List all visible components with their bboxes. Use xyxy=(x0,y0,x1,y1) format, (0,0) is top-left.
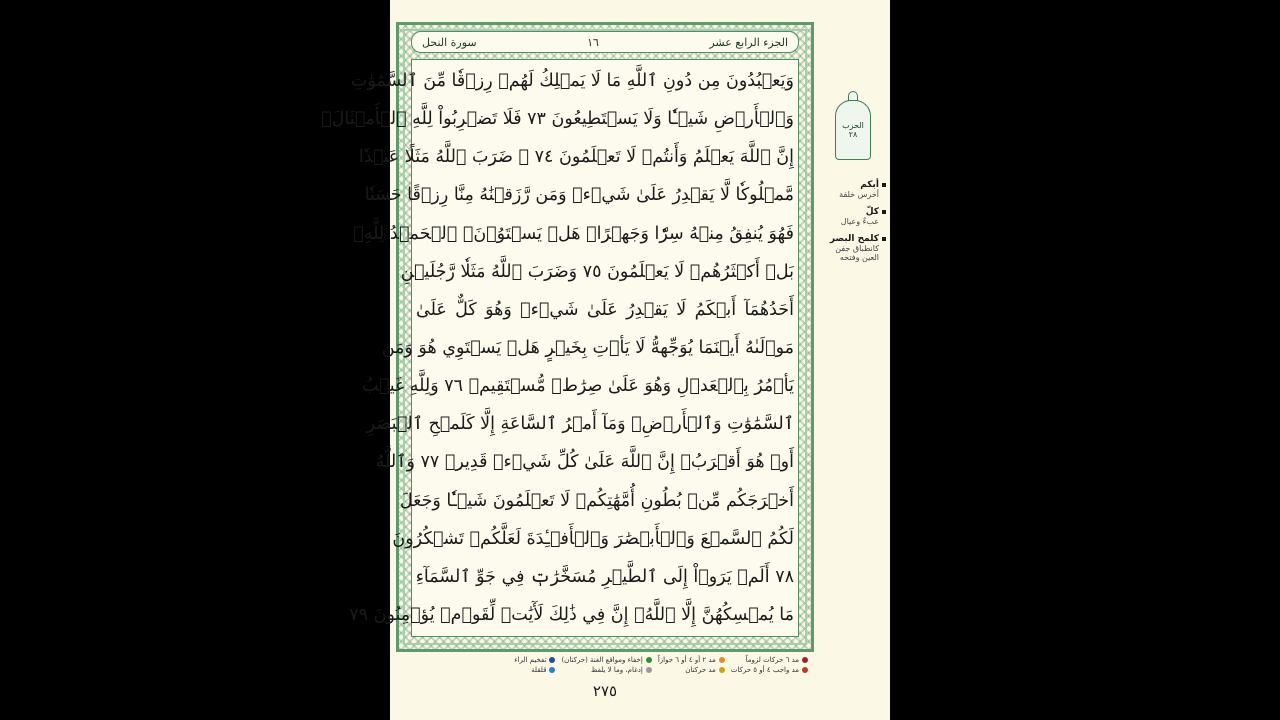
verse-line-10: ٱلسَّمَٰوَٰتِ وَٱلۡأَرۡضِۚ وَمَآ أَمۡرُ ٱلسَّاعَةِ إِلَّا كَلَمۡحِ ٱلۡبَصَرِ xyxy=(366,414,794,435)
verse-line-2: وَٱلۡأَرۡضِ شَيۡـٔٗا وَلَا يَسۡتَطِيعُونَ ٧٣ فَلَا تَضۡرِبُواْ لِلَّهِ ٱلۡأَمۡثَالَۚ xyxy=(321,109,794,130)
surah-name: سورة النحل xyxy=(422,35,477,49)
legend-dot-icon xyxy=(549,657,555,663)
mushaf-page xyxy=(321,0,890,720)
legend-dot-icon xyxy=(802,657,808,663)
text-area xyxy=(321,59,799,637)
verse-line-6: بَلۡ أَكۡثَرُهُمۡ لَا يَعۡلَمُونَ ٧٥ وَضَرَبَ ٱللَّهُ مَثَلٗا رَّجُلَيۡنِ xyxy=(400,261,794,282)
gloss-word: كلّ xyxy=(865,207,879,217)
legend-column xyxy=(731,656,808,678)
page-border-frame xyxy=(321,22,814,652)
margin-notes xyxy=(820,100,886,270)
gloss-item xyxy=(820,234,886,262)
legend-dot-icon xyxy=(719,657,725,663)
legend-item: إدغام، وما لا يلفظ xyxy=(561,666,651,674)
legend-item: مد واجب ٤ أو ٥ حركات xyxy=(731,666,808,674)
verse-line-13: لَكُمُ ٱلسَّمۡعَ وَٱلۡأَبۡصَٰرَ وَٱلۡأَفۡـِٔدَةَ لَعَلَّكُمۡ تَشۡكُرُونَ xyxy=(392,528,794,549)
gloss-meaning: عبءٌ وعيال xyxy=(840,217,879,226)
verse-line-3: إِنَّ ٱللَّهَ يَعۡلَمُ وَأَنتُمۡ لَا تَعۡلَمُونَ ٧٤ ۞ ضَرَبَ ٱللَّهُ مَثَلًا عَبۡدٗا xyxy=(358,147,794,168)
verse-line-4: مَّمۡلُوكٗا لَّا يَقۡدِرُ عَلَىٰ شَيۡءٖ وَمَن رَّزَقۡنَٰهُ مِنَّا رِزۡقًا حَسَنٗا xyxy=(364,185,794,206)
verse-line-12: أَخۡرَجَكُم مِّنۢ بُطُونِ أُمَّهَٰتِكُمۡ لَا تَعۡلَمُونَ شَيۡـٔٗا وَجَعَلَ xyxy=(399,490,794,511)
hizb-marker-icon xyxy=(835,100,871,160)
legend-dot-icon xyxy=(549,667,555,673)
legend-item: مد ٦ حركات لزوماً xyxy=(731,656,808,664)
legend-item: إخفاء ومواقع الغنة (حركتان) xyxy=(561,656,651,664)
legend-dot-icon xyxy=(646,667,652,673)
gloss-item xyxy=(820,207,886,226)
gloss-word: كلمح البصر xyxy=(829,234,879,244)
legend-item: مد ٢ أو ٤ أو ٦ جوازاً xyxy=(658,656,725,664)
verse-line-7: أَحَدُهُمَآ أَبۡكَمُ لَا يَقۡدِرُ عَلَىٰ شَيۡءٖ وَهُوَ كَلٌّ عَلَىٰ xyxy=(416,299,794,320)
legend-column xyxy=(658,656,725,678)
legend-dot-icon xyxy=(646,657,652,663)
verse-lines xyxy=(321,62,794,634)
hizb-number: ٢٨ xyxy=(848,130,858,139)
verse-line-15: مَا يُمۡسِكُهُنَّ إِلَّا ٱللَّهُۚ إِنَّ فِي ذَٰلِكَ لَأٓيَٰتٖ لِّقَوۡمٖ يُؤۡمِنُونَ ٧٩ xyxy=(349,604,794,625)
legend-column xyxy=(561,656,651,678)
page-header xyxy=(411,31,799,53)
legend-dot-icon xyxy=(802,667,808,673)
verse-line-11: أَوۡ هُوَ أَقۡرَبُۚ إِنَّ ٱللَّهَ عَلَىٰ كُلِّ شَيۡءٖ قَدِيرٞ ٧٧ وَٱللَّهُ xyxy=(375,452,794,473)
verse-line-9: يَأۡمُرُ بِٱلۡعَدۡلِ وَهُوَ عَلَىٰ صِرَٰطٖ مُّسۡتَقِيمٖ ٧٦ وَلِلَّهِ غَيۡبُ xyxy=(362,376,794,397)
verse-line-5: فَهُوَ يُنفِقُ مِنۡهُ سِرّٗا وَجَهۡرًاۖ هَلۡ يَسۡتَوُۥنَۚ ٱلۡحَمۡدُ لِلَّهِۚ xyxy=(353,223,794,244)
surah-number: ١٦ xyxy=(587,35,599,49)
legend-column xyxy=(514,656,555,678)
legend-item: مد حركتان xyxy=(658,666,725,674)
page-number: ٢٧٥ xyxy=(592,682,618,700)
tajweed-legend xyxy=(408,656,808,678)
gloss-meaning: كانطباق جفن العين وفتحه xyxy=(835,244,879,262)
gloss-item xyxy=(820,180,886,199)
gloss-meaning: أخرس خلقة xyxy=(839,190,879,199)
legend-item: تفخيم الراء xyxy=(514,656,555,664)
hizb-label: الحزب xyxy=(842,121,864,130)
legend-dot-icon xyxy=(719,667,725,673)
verse-line-1: وَيَعۡبُدُونَ مِن دُونِ ٱللَّهِ مَا لَا يَمۡلِكُ لَهُمۡ رِزۡقٗا مِّنَ ٱلسَّمَٰوَٰتِ xyxy=(350,71,794,91)
verse-line-8: مَوۡلَىٰهُ أَيۡنَمَا يُوَجِّههُّ لَا يَأۡتِ بِخَيۡرٍ هَلۡ يَسۡتَوِي هُوَ وَمَن xyxy=(381,337,794,358)
juz-label: الجزء الرابع عشر xyxy=(709,35,788,49)
verse-line-14: ٧٨ أَلَمۡ يَرَوۡاْ إِلَى ٱلطَّيۡرِ مُسَخَّرَٰتٖ فِي جَوِّ ٱلسَّمَآءِ xyxy=(415,566,794,587)
legend-item: قلقلة xyxy=(514,666,555,674)
gloss-word: أبكم xyxy=(860,180,879,190)
